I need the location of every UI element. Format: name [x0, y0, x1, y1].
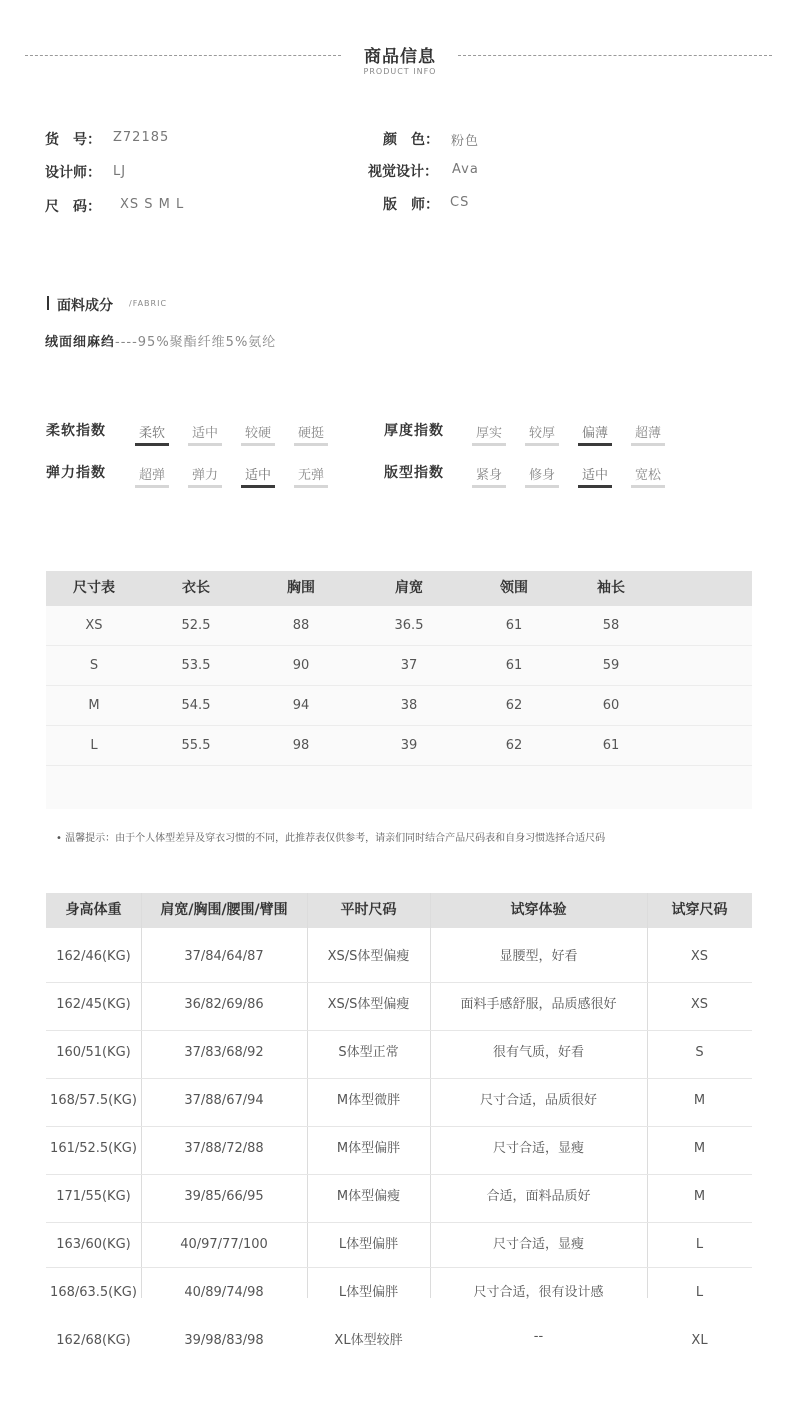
- size-table-cell: S: [89, 658, 99, 673]
- tryon-cell: 面料手感舒服，品质感很好: [460, 997, 617, 1012]
- tryon-cell: 36/82/69/86: [184, 997, 264, 1012]
- size-table: [46, 571, 752, 809]
- tryon-header-cell: 试穿体验: [510, 902, 567, 918]
- size-table-cell: 94: [292, 698, 310, 713]
- color-label: 颜 色：: [383, 132, 439, 148]
- table-row: [46, 726, 752, 766]
- tryon-cell: XS: [690, 949, 709, 964]
- fabric-subtitle: /FABRIC: [129, 299, 168, 308]
- size-table-spacer: [46, 766, 752, 809]
- section-header: [0, 40, 790, 80]
- size-label: 尺 码：: [45, 199, 101, 215]
- index-option: 较厚: [525, 422, 559, 446]
- tryon-cell: 合适，面料品质好: [486, 1189, 591, 1204]
- size-table-cell: 60: [602, 698, 620, 713]
- size-table-cell: 98: [292, 738, 310, 753]
- size-table-cell: 62: [505, 698, 523, 713]
- size-table-cell: 90: [292, 658, 310, 673]
- fabric-name: 绒面细麻绉: [45, 335, 116, 350]
- table-row: [46, 646, 752, 686]
- index-label: 厚度指数: [384, 423, 444, 439]
- index-option: 超弹: [135, 464, 169, 488]
- tryon-cell: M: [693, 1189, 706, 1204]
- tryon-cell: M: [693, 1141, 706, 1156]
- index-option: 紧身: [472, 464, 506, 488]
- tryon-cell: 37/84/64/87: [184, 949, 264, 964]
- page-subtitle: PRODUCT INFO: [363, 67, 437, 76]
- tryon-cell: 37/83/68/92: [184, 1045, 264, 1060]
- tryon-cell: 显腰型，好看: [499, 949, 578, 964]
- size-table-header-cell: 尺寸表: [73, 580, 115, 596]
- size-table-cell: 88: [292, 618, 310, 633]
- tryon-cell: L: [695, 1285, 704, 1300]
- table-row: [46, 686, 752, 726]
- fabric-title: 面料成分: [57, 298, 113, 314]
- row-divider: [46, 1126, 752, 1127]
- tryon-cell: L体型偏胖: [338, 1285, 399, 1300]
- tryon-cell: XL体型较胖: [334, 1333, 403, 1348]
- pattern-value: CS: [450, 195, 470, 210]
- visual-value: Ava: [452, 162, 479, 177]
- size-table-cell: M: [88, 698, 100, 713]
- tryon-cell: 162/46(KG): [56, 949, 131, 964]
- size-table-body: [46, 606, 752, 766]
- size-table-header-cell: 袖长: [597, 580, 625, 596]
- tryon-cell: --: [533, 1329, 544, 1344]
- tryon-cell: 163/60(KG): [56, 1237, 131, 1252]
- tryon-cell: 161/52.5(KG): [50, 1141, 137, 1156]
- tryon-cell: 40/97/77/100: [180, 1237, 268, 1252]
- tryon-cell: 171/55(KG): [56, 1189, 131, 1204]
- size-table-cell: 38: [400, 698, 418, 713]
- tryon-table: [46, 893, 752, 1370]
- designer-label: 设计师：: [45, 165, 101, 181]
- pattern-label: 版 师：: [383, 197, 439, 213]
- size-table-header-cell: 胸围: [287, 580, 315, 596]
- tryon-cell: XS/S体型偏瘦: [327, 997, 410, 1012]
- index-option: 宽松: [631, 464, 665, 488]
- size-table-header-cell: 肩宽: [395, 580, 423, 596]
- tryon-cell: 168/63.5(KG): [50, 1285, 137, 1300]
- size-table-header-cell: 衣长: [182, 580, 210, 596]
- tryon-header-cell: 身高体重: [65, 902, 122, 918]
- row-divider: [46, 1267, 752, 1268]
- tryon-cell: 39/98/83/98: [184, 1333, 264, 1348]
- size-tip: • 温馨提示：由于个人体型差异及穿衣习惯的不同，此推荐表仅供参考，请亲们同时结合产品尺码表和自身习惯选择合适尺码: [56, 833, 606, 844]
- index-option: 较硬: [241, 422, 275, 446]
- size-table-cell: 53.5: [181, 658, 211, 673]
- tryon-cell: XS/S体型偏瘦: [327, 949, 410, 964]
- size-table-cell: L: [90, 738, 98, 753]
- tryon-cell: S体型正常: [338, 1045, 399, 1060]
- row-divider: [46, 1174, 752, 1175]
- tryon-cell: M: [693, 1093, 706, 1108]
- index-option: 超薄: [631, 422, 665, 446]
- color-value: 粉色: [451, 134, 480, 149]
- item-no-value: Z72185: [113, 130, 170, 145]
- index-option: 无弹: [294, 464, 328, 488]
- size-value: XS S M L: [120, 197, 185, 212]
- tryon-cell: M体型偏胖: [336, 1141, 401, 1156]
- tryon-cell: XL: [691, 1333, 708, 1348]
- tryon-cell: S: [695, 1045, 704, 1060]
- index-option-selected: 适中: [578, 464, 612, 488]
- tryon-cell: M体型微胖: [336, 1093, 401, 1108]
- size-table-cell: 55.5: [181, 738, 211, 753]
- tryon-cell: 40/89/74/98: [184, 1285, 264, 1300]
- index-label: 弹力指数: [46, 465, 106, 481]
- size-table-cell: 54.5: [181, 698, 211, 713]
- tryon-cell: 162/45(KG): [56, 997, 131, 1012]
- size-table-header: [46, 571, 752, 606]
- index-option: 修身: [525, 464, 559, 488]
- tryon-cell: 尺寸合适，显瘦: [492, 1141, 584, 1156]
- tryon-header-cell: 平时尺码: [340, 902, 397, 918]
- index-label: 柔软指数: [46, 423, 106, 439]
- index-option-selected: 适中: [241, 464, 275, 488]
- index-option-selected: 柔软: [135, 422, 169, 446]
- size-table-cell: 59: [602, 658, 620, 673]
- visual-label: 视觉设计：: [368, 164, 438, 180]
- tryon-cell: 尺寸合适，很有设计感: [473, 1285, 604, 1300]
- tryon-cell: 39/85/66/95: [184, 1189, 264, 1204]
- size-table-cell: 61: [505, 618, 523, 633]
- tryon-cell: 162/68(KG): [56, 1333, 131, 1348]
- tryon-header-cell: 试穿尺码: [671, 902, 728, 918]
- tryon-cell: L: [695, 1237, 704, 1252]
- fabric-detail: ----95%聚酯纤维5%氨纶: [115, 335, 277, 350]
- size-table-cell: 58: [602, 618, 620, 633]
- page-title: 商品信息: [364, 47, 436, 67]
- item-no-label: 货 号：: [45, 132, 101, 148]
- tryon-cell: 很有气质，好看: [492, 1045, 584, 1060]
- tryon-cell: 37/88/67/94: [184, 1093, 264, 1108]
- fabric-bar: [47, 296, 49, 310]
- fabric-composition: [45, 331, 276, 350]
- tryon-cell: 尺寸合适，显瘦: [492, 1237, 584, 1252]
- tryon-cell: 160/51(KG): [56, 1045, 131, 1060]
- designer-value: LJ: [113, 164, 127, 179]
- tryon-cell: M体型偏瘦: [336, 1189, 401, 1204]
- index-option: 硬挺: [294, 422, 328, 446]
- tryon-header-cell: 肩宽/胸围/腰围/臂围: [160, 902, 288, 918]
- size-table-cell: XS: [85, 618, 103, 633]
- tryon-cell: 尺寸合适，品质很好: [479, 1093, 597, 1108]
- size-table-cell: 61: [505, 658, 523, 673]
- index-option: 厚实: [472, 422, 506, 446]
- tryon-cell: L体型偏胖: [338, 1237, 399, 1252]
- row-divider: [46, 1030, 752, 1031]
- tryon-cell: 168/57.5(KG): [50, 1093, 137, 1108]
- row-divider: [46, 982, 752, 983]
- index-option: 适中: [188, 422, 222, 446]
- index-label: 版型指数: [384, 465, 444, 481]
- index-option-selected: 偏薄: [578, 422, 612, 446]
- row-divider: [46, 1222, 752, 1223]
- size-table-cell: 39: [400, 738, 418, 753]
- size-table-cell: 36.5: [394, 618, 424, 633]
- size-table-cell: 37: [400, 658, 418, 673]
- size-table-cell: 52.5: [181, 618, 211, 633]
- size-table-cell: 62: [505, 738, 523, 753]
- size-table-cell: 61: [602, 738, 620, 753]
- index-option: 弹力: [188, 464, 222, 488]
- table-row: [46, 606, 752, 646]
- row-divider: [46, 1078, 752, 1079]
- tryon-cell: 37/88/72/88: [184, 1141, 264, 1156]
- size-table-header-cell: 领围: [500, 580, 528, 596]
- tryon-cell: XS: [690, 997, 709, 1012]
